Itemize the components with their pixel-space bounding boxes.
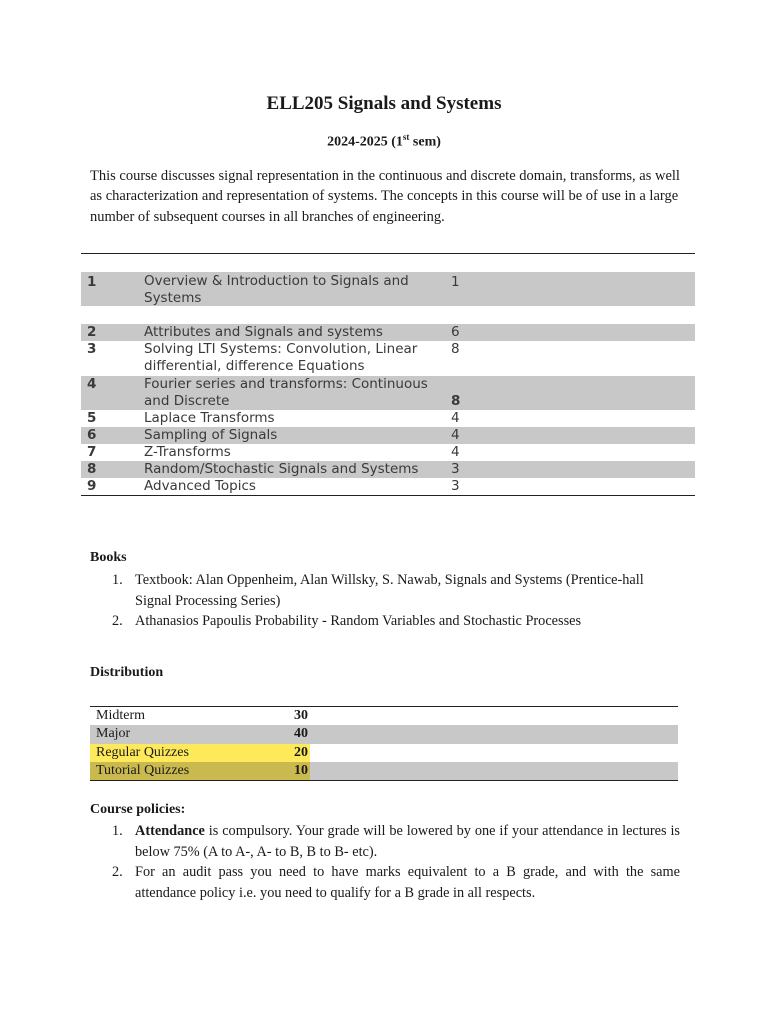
distribution-row (90, 725, 678, 743)
topic-num: 2 (87, 324, 97, 340)
topic-hours: 4 (451, 410, 460, 426)
topic-row (81, 324, 695, 341)
book-text: Athanasios Papoulis Probability - Random Variables and Stochastic Processes (135, 613, 582, 629)
topic-row (81, 461, 695, 478)
topic-title: Attributes and Signals and systems (144, 324, 383, 340)
topic-num: 8 (87, 461, 97, 477)
topic-num: 6 (87, 427, 97, 443)
topic-title: Fourier series and transforms: Continuous and Discrete (144, 376, 428, 409)
policies-heading: Course policies: (90, 802, 186, 817)
topic-num: 3 (87, 341, 97, 357)
topics-gap (81, 306, 695, 324)
list-number: 2. (112, 613, 123, 629)
topic-row (81, 427, 695, 444)
distribution-value: 10 (294, 762, 308, 778)
topic-row (81, 376, 695, 410)
topic-hours: 4 (451, 444, 460, 460)
topic-num: 9 (87, 478, 97, 494)
topic-num: 1 (87, 274, 97, 290)
topic-row (81, 410, 695, 427)
topic-title: Solving LTI Systems: Convolution, Linear differential, difference Equations (144, 341, 418, 374)
policy-text (135, 862, 680, 903)
books-heading: Books (90, 550, 127, 565)
distribution-value: 40 (294, 726, 308, 742)
subtitle-sem: sem) (409, 134, 441, 150)
subtitle-year: 2024-2025 (1 (327, 134, 403, 150)
topic-hours: 1 (451, 274, 460, 290)
topic-title: Z-Transforms (144, 444, 231, 460)
distribution-row (90, 707, 678, 725)
topic-title: Advanced Topics (144, 478, 256, 494)
distribution-label: Tutorial Quizzes (96, 762, 190, 778)
course-intro: This course discusses signal representation in the continuous and discrete domain, transforms, as well as characterization and representation of systems. The concepts in this course will be of use in a large number of subsequent courses in all branches of engineering. (90, 168, 680, 225)
distribution-value: 20 (294, 744, 308, 760)
distribution-label: Midterm (96, 708, 145, 723)
topic-row (81, 444, 695, 461)
list-number: 2. (112, 864, 123, 880)
policy-body: is compulsory. Your grade will be lowered by one if your attendance in lectures is below 75% (A to A-, A- to B, B to B- etc). (135, 823, 680, 860)
distribution-label: Major (96, 726, 131, 742)
policies-list (90, 821, 680, 903)
list-number: 1. (112, 823, 123, 839)
list-item (90, 570, 680, 611)
topic-hours: 8 (451, 341, 460, 357)
list-item (90, 862, 680, 903)
topic-hours: 3 (451, 461, 460, 477)
distribution-table (90, 706, 678, 781)
topic-hours: 3 (451, 478, 460, 494)
distribution-label: Regular Quizzes (96, 744, 189, 760)
topic-title: Overview & Introduction to Signals and Systems (144, 273, 409, 306)
book-text: Textbook: Alan Oppenheim, Alan Willsky, S. Nawab, Signals and Systems (Prentice-hall Signal Processing Series) (135, 572, 644, 609)
document-title: ELL205 Signals and Systems (266, 93, 502, 114)
policy-body: For an audit pass you need to have marks equivalent to a B grade, and with the same attendance policy i.e. you need to qualify for a B grade in all respects. (135, 864, 680, 901)
topic-hours: 4 (451, 427, 460, 443)
topic-title: Laplace Transforms (144, 410, 275, 426)
policy-bold: Attendance (135, 823, 205, 839)
list-item (90, 821, 680, 862)
topics-table (81, 253, 695, 496)
topic-row (81, 272, 695, 306)
topic-num: 4 (87, 376, 97, 392)
topics-spacer (81, 254, 695, 272)
document-subtitle (0, 132, 768, 151)
topic-num: 5 (87, 410, 97, 426)
subtitle-ordinal: st (402, 132, 410, 142)
distribution-value: 30 (294, 708, 308, 723)
topic-row (81, 478, 695, 495)
books-list (90, 570, 680, 632)
distribution-row (90, 762, 678, 780)
topic-hours: 8 (451, 393, 461, 409)
distribution-heading: Distribution (90, 665, 164, 680)
list-item (90, 611, 680, 632)
topic-hours: 6 (451, 324, 460, 340)
distribution-row (90, 744, 678, 762)
policy-text (135, 821, 680, 862)
topic-title: Random/Stochastic Signals and Systems (144, 461, 419, 477)
topic-row (81, 341, 695, 376)
list-number: 1. (112, 572, 123, 588)
topic-num: 7 (87, 444, 97, 460)
topic-title: Sampling of Signals (144, 427, 278, 443)
